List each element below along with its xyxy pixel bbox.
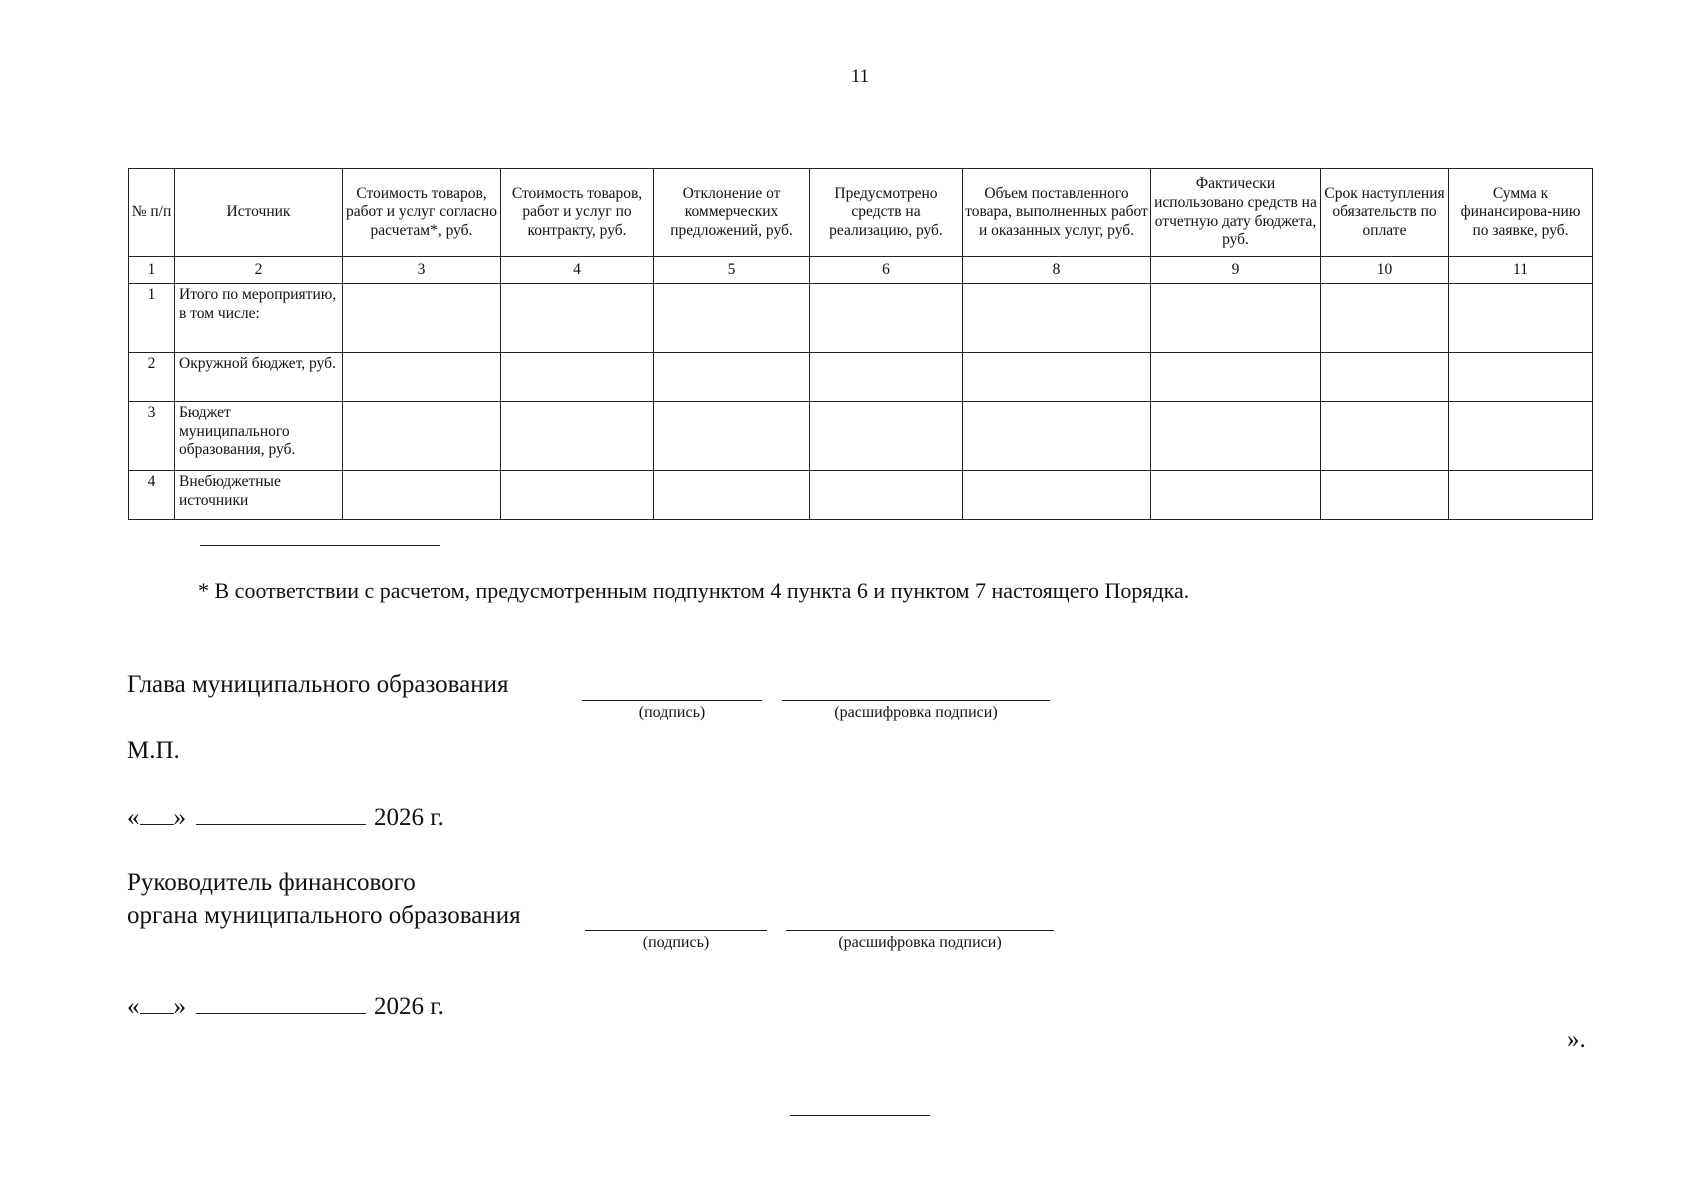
open-quote: «: [127, 804, 140, 831]
header-cell: № п/п: [129, 169, 175, 257]
table-row: [129, 402, 1593, 471]
empty-cell: [1151, 284, 1321, 353]
month-blank: [196, 800, 366, 825]
source-cell: Окружной бюджет, руб.: [175, 353, 343, 402]
source-cell: Бюджет муниципального образования, руб.: [175, 402, 343, 471]
header-cell: Предусмотрено средств на реализацию, руб.: [810, 169, 963, 257]
stamp-placeholder: М.П.: [127, 737, 180, 764]
empty-cell: [654, 284, 810, 353]
financing-table: [128, 168, 1593, 520]
empty-cell: [1449, 471, 1593, 520]
empty-cell: [810, 284, 963, 353]
column-number: 3: [343, 257, 501, 284]
row-number: 2: [129, 353, 175, 402]
empty-cell: [1321, 284, 1449, 353]
signature-caption: (подпись): [638, 704, 706, 721]
decoding-caption: (расшифровка подписи): [838, 934, 1002, 951]
open-quote: «: [127, 993, 140, 1020]
head-signature-line: [582, 700, 762, 701]
source-cell: Итого по мероприятию, в том числе:: [175, 284, 343, 353]
header-cell: Стоимость товаров, работ и услуг согласно расчетам*, руб.: [343, 169, 501, 257]
table-row: [129, 284, 1593, 353]
finance-decoding-line: [786, 930, 1054, 931]
empty-cell: [810, 353, 963, 402]
empty-cell: [1449, 353, 1593, 402]
empty-cell: [1151, 402, 1321, 471]
table-row: [129, 471, 1593, 520]
empty-cell: [963, 353, 1151, 402]
column-number: 11: [1449, 257, 1593, 284]
column-number: 8: [963, 257, 1151, 284]
empty-cell: [1151, 353, 1321, 402]
empty-cell: [1321, 402, 1449, 471]
month-blank: [196, 989, 366, 1014]
date-line: [127, 800, 444, 832]
column-number: 6: [810, 257, 963, 284]
end-divider: [790, 1115, 930, 1116]
empty-cell: [1449, 284, 1593, 353]
year-text: 2026 г.: [374, 804, 444, 831]
empty-cell: [1321, 353, 1449, 402]
day-blank: [140, 989, 174, 1014]
decoding-caption: (расшифровка подписи): [834, 704, 998, 721]
head-signature-label: Глава муниципального образования: [127, 671, 509, 698]
closing-quote-mark: ».: [1567, 1026, 1586, 1053]
empty-cell: [963, 402, 1151, 471]
signature-caption: (подпись): [642, 934, 710, 951]
footnote: * В соответствии с расчетом, предусмотренным подпунктом 4 пункта 6 и пунктом 7 настоящего Порядка.: [198, 578, 1190, 603]
empty-cell: [1151, 471, 1321, 520]
finance-head-label-line2: органа муниципального образования: [127, 902, 521, 929]
header-cell: Отклонение от коммерческих предложений, руб.: [654, 169, 810, 257]
empty-cell: [810, 471, 963, 520]
source-cell: Внебюджетные источники: [175, 471, 343, 520]
close-quote: »: [173, 993, 186, 1020]
column-number: 9: [1151, 257, 1321, 284]
empty-cell: [963, 471, 1151, 520]
date-line: [127, 989, 444, 1021]
column-number: 5: [654, 257, 810, 284]
head-decoding-line: [782, 700, 1050, 701]
header-cell: Фактически использовано средств на отчетную дату бюджета, руб.: [1151, 169, 1321, 257]
empty-cell: [343, 284, 501, 353]
empty-cell: [343, 402, 501, 471]
empty-cell: [654, 402, 810, 471]
empty-cell: [501, 471, 654, 520]
empty-cell: [501, 284, 654, 353]
finance-signature-line: [585, 930, 767, 931]
empty-cell: [654, 471, 810, 520]
empty-cell: [501, 353, 654, 402]
header-cell: Стоимость товаров, работ и услуг по контракту, руб.: [501, 169, 654, 257]
empty-cell: [654, 353, 810, 402]
header-cell: Объем поставленного товара, выполненных работ и оказанных услуг, руб.: [963, 169, 1151, 257]
table-header-row: [129, 169, 1593, 257]
empty-cell: [501, 402, 654, 471]
empty-cell: [343, 353, 501, 402]
column-number: 10: [1321, 257, 1449, 284]
empty-cell: [963, 284, 1151, 353]
page-number: 11: [850, 66, 870, 87]
column-number: 4: [501, 257, 654, 284]
empty-cell: [1449, 402, 1593, 471]
footnote-divider: [200, 545, 440, 546]
header-cell: Сумма к финансирова-нию по заявке, руб.: [1449, 169, 1593, 257]
column-number-row: [129, 257, 1593, 284]
column-number: 1: [129, 257, 175, 284]
row-number: 3: [129, 402, 175, 471]
header-cell: Источник: [175, 169, 343, 257]
empty-cell: [343, 471, 501, 520]
row-number: 4: [129, 471, 175, 520]
empty-cell: [1321, 471, 1449, 520]
table-row: [129, 353, 1593, 402]
column-number: 2: [175, 257, 343, 284]
row-number: 1: [129, 284, 175, 353]
empty-cell: [810, 402, 963, 471]
header-cell: Срок наступления обязательств по оплате: [1321, 169, 1449, 257]
finance-head-label-line1: Руководитель финансового: [127, 869, 416, 896]
day-blank: [140, 800, 174, 825]
close-quote: »: [173, 804, 186, 831]
year-text: 2026 г.: [374, 993, 444, 1020]
